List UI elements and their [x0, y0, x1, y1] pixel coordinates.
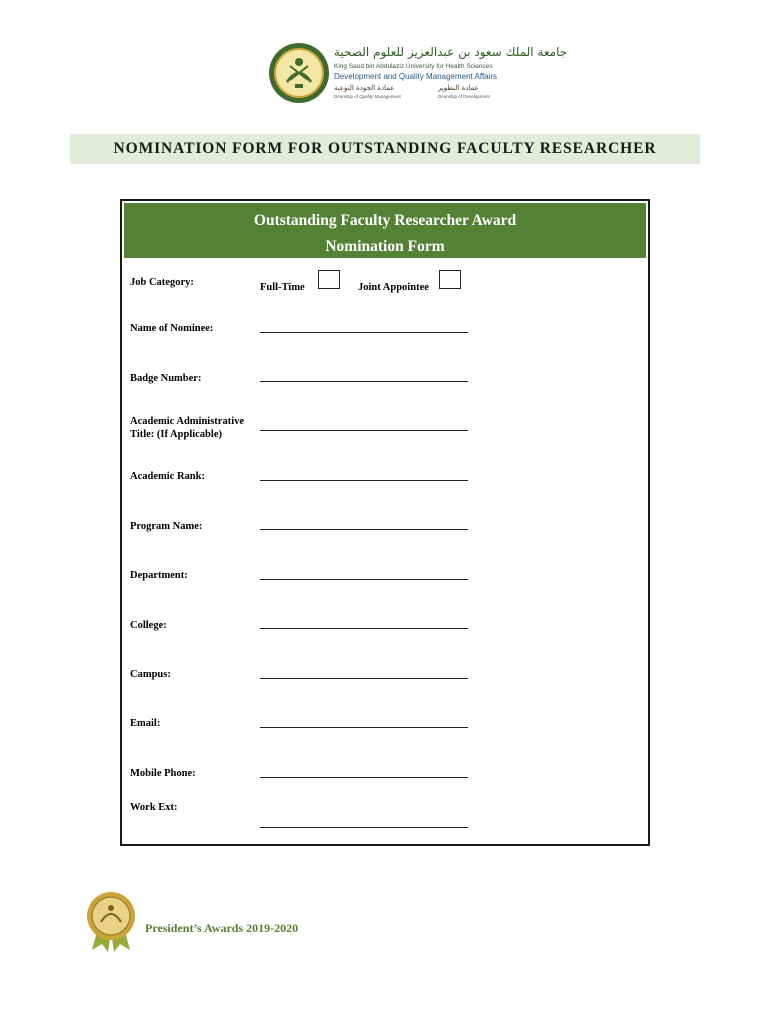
logo-deanship-development-english: Deanship of Development	[438, 94, 490, 99]
department-field[interactable]	[260, 579, 468, 580]
college-label: College:	[130, 620, 167, 631]
full-time-label: Full-Time	[260, 282, 305, 293]
admin-title-field[interactable]	[260, 430, 468, 431]
award-badge-icon	[86, 890, 136, 952]
form-header	[124, 203, 646, 258]
email-field[interactable]	[260, 727, 468, 728]
page-title: NOMINATION FORM FOR OUTSTANDING FACULTY RESEARCHER	[113, 140, 657, 157]
academic-rank-field[interactable]	[260, 480, 468, 481]
university-seal-icon	[268, 42, 330, 104]
email-label: Email:	[130, 718, 161, 729]
campus-label: Campus:	[130, 669, 171, 680]
logo-english-affairs: Development and Quality Management Affairs	[334, 72, 498, 81]
full-time-checkbox[interactable]	[318, 270, 340, 289]
campus-field[interactable]	[260, 678, 468, 679]
job-category-label: Job Category:	[130, 277, 194, 288]
department-label: Department:	[130, 570, 188, 581]
badge-number-label: Badge Number:	[130, 373, 202, 384]
logo-deanship-quality-arabic: عمادة الجودة النوعية	[334, 84, 395, 92]
logo-english-university: King Saud bin Abdulaziz University for Health Sciences	[334, 63, 493, 70]
program-name-label: Program Name:	[130, 521, 203, 532]
joint-appointee-label: Joint Appointee	[358, 282, 429, 293]
work-ext-field[interactable]	[260, 827, 468, 828]
admin-title-label-line1: Academic Administrative	[130, 416, 245, 427]
nominee-name-label: Name of Nominee:	[130, 323, 214, 334]
admin-title-label	[130, 415, 244, 441]
admin-title-label-line2: Title: (If Applicable)	[130, 429, 222, 440]
logo-arabic-name: جامعة الملك سعود بن عبدالعزيز للعلوم الصحية	[334, 45, 568, 59]
mobile-phone-field[interactable]	[260, 777, 468, 778]
presidents-awards-text: President’s Awards 2019-2020	[145, 921, 299, 935]
academic-rank-label: Academic Rank:	[130, 471, 205, 482]
badge-number-field[interactable]	[260, 381, 468, 382]
mobile-phone-label: Mobile Phone:	[130, 768, 196, 779]
college-field[interactable]	[260, 628, 468, 629]
nominee-name-field[interactable]	[260, 332, 468, 333]
nomination-form	[120, 199, 650, 846]
joint-appointee-checkbox[interactable]	[439, 270, 461, 289]
program-name-field[interactable]	[260, 529, 468, 530]
page-title-band	[70, 134, 700, 164]
university-logo	[268, 42, 568, 104]
logo-deanship-development-arabic: عمادة التطوير	[438, 84, 479, 92]
logo-deanship-quality-english: Deanship of Quality Management	[334, 94, 401, 99]
form-heading-nomination: Nomination Form	[325, 238, 445, 255]
work-ext-label: Work Ext:	[130, 802, 178, 813]
form-heading-award: Outstanding Faculty Researcher Award	[253, 212, 517, 229]
